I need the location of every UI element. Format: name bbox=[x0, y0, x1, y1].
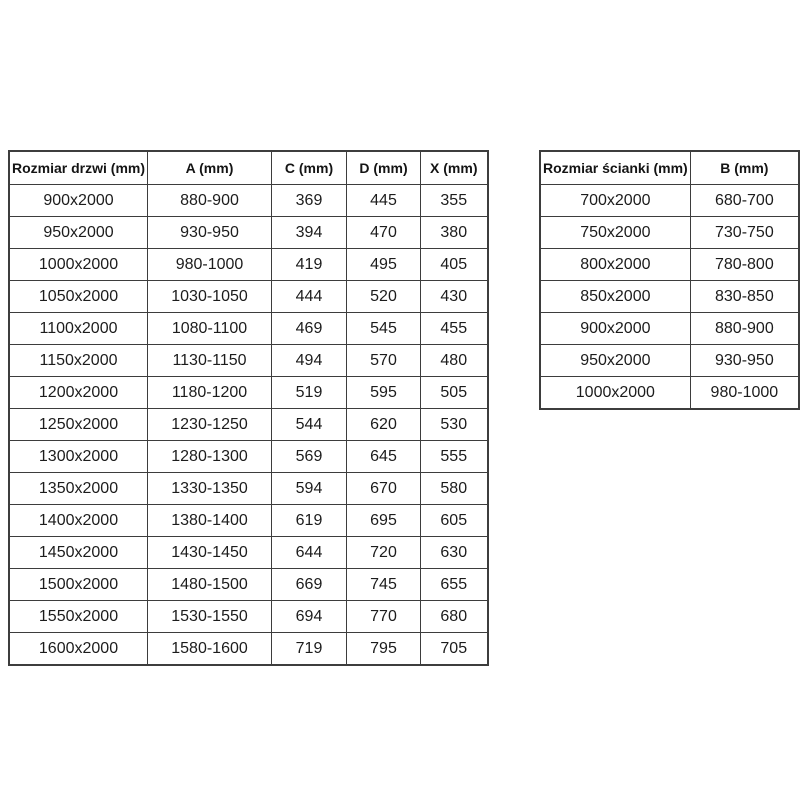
table-cell: 470 bbox=[347, 217, 421, 249]
table-cell: 419 bbox=[272, 249, 347, 281]
table-cell: 1180-1200 bbox=[148, 377, 272, 409]
table-cell: 1080-1100 bbox=[148, 313, 272, 345]
table-cell: 1000x2000 bbox=[540, 377, 690, 410]
header-row bbox=[9, 151, 488, 185]
table-cell: 1480-1500 bbox=[148, 569, 272, 601]
table-cell: 469 bbox=[272, 313, 347, 345]
table-cell: 1250x2000 bbox=[9, 409, 148, 441]
table-cell: 680 bbox=[421, 601, 488, 633]
table-cell: 455 bbox=[421, 313, 488, 345]
table-cell: 694 bbox=[272, 601, 347, 633]
table-row bbox=[9, 409, 488, 441]
column-header: C (mm) bbox=[272, 151, 347, 185]
table-cell: 770 bbox=[347, 601, 421, 633]
table-cell: 719 bbox=[272, 633, 347, 666]
table-cell: 520 bbox=[347, 281, 421, 313]
table-cell: 369 bbox=[272, 185, 347, 217]
table-cell: 1300x2000 bbox=[9, 441, 148, 473]
table-cell: 669 bbox=[272, 569, 347, 601]
table-row bbox=[9, 569, 488, 601]
column-header: Rozmiar ścianki (mm) bbox=[540, 151, 690, 185]
table-cell: 695 bbox=[347, 505, 421, 537]
table-cell: 555 bbox=[421, 441, 488, 473]
table-cell: 530 bbox=[421, 409, 488, 441]
table-cell: 605 bbox=[421, 505, 488, 537]
table-cell: 1050x2000 bbox=[9, 281, 148, 313]
table-cell: 630 bbox=[421, 537, 488, 569]
table-cell: 1230-1250 bbox=[148, 409, 272, 441]
table-cell: 619 bbox=[272, 505, 347, 537]
table-row bbox=[9, 249, 488, 281]
table-cell: 355 bbox=[421, 185, 488, 217]
column-header: Rozmiar drzwi (mm) bbox=[9, 151, 148, 185]
table-cell: 620 bbox=[347, 409, 421, 441]
table-cell: 1000x2000 bbox=[9, 249, 148, 281]
table-cell: 480 bbox=[421, 345, 488, 377]
table-cell: 670 bbox=[347, 473, 421, 505]
table-cell: 1030-1050 bbox=[148, 281, 272, 313]
table-cell: 730-750 bbox=[690, 217, 799, 249]
table-cell: 495 bbox=[347, 249, 421, 281]
table-cell: 950x2000 bbox=[540, 345, 690, 377]
table-cell: 1200x2000 bbox=[9, 377, 148, 409]
table-cell: 680-700 bbox=[690, 185, 799, 217]
table-row bbox=[540, 249, 799, 281]
table-cell: 980-1000 bbox=[148, 249, 272, 281]
table-cell: 950x2000 bbox=[9, 217, 148, 249]
table-cell: 705 bbox=[421, 633, 488, 666]
table-cell: 750x2000 bbox=[540, 217, 690, 249]
table-cell: 380 bbox=[421, 217, 488, 249]
table-cell: 900x2000 bbox=[540, 313, 690, 345]
table-cell: 880-900 bbox=[148, 185, 272, 217]
table-cell: 700x2000 bbox=[540, 185, 690, 217]
table-cell: 780-800 bbox=[690, 249, 799, 281]
table-cell: 645 bbox=[347, 441, 421, 473]
table-cell: 1280-1300 bbox=[148, 441, 272, 473]
table-cell: 655 bbox=[421, 569, 488, 601]
table-cell: 430 bbox=[421, 281, 488, 313]
table-row bbox=[9, 217, 488, 249]
table-row bbox=[9, 185, 488, 217]
table-row bbox=[9, 441, 488, 473]
table-cell: 1400x2000 bbox=[9, 505, 148, 537]
table-cell: 980-1000 bbox=[690, 377, 799, 410]
table-cell: 800x2000 bbox=[540, 249, 690, 281]
table-row bbox=[9, 345, 488, 377]
table-cell: 1380-1400 bbox=[148, 505, 272, 537]
table-row bbox=[9, 281, 488, 313]
table-cell: 745 bbox=[347, 569, 421, 601]
table-row bbox=[540, 313, 799, 345]
table-cell: 1100x2000 bbox=[9, 313, 148, 345]
column-header: X (mm) bbox=[421, 151, 488, 185]
table-row bbox=[9, 377, 488, 409]
table-cell: 644 bbox=[272, 537, 347, 569]
table-row bbox=[9, 505, 488, 537]
header-row bbox=[540, 151, 799, 185]
table-cell: 445 bbox=[347, 185, 421, 217]
table-cell: 1530-1550 bbox=[148, 601, 272, 633]
table-cell: 570 bbox=[347, 345, 421, 377]
table-cell: 1130-1150 bbox=[148, 345, 272, 377]
table-row bbox=[540, 185, 799, 217]
table-row bbox=[540, 217, 799, 249]
table-cell: 880-900 bbox=[690, 313, 799, 345]
table-cell: 405 bbox=[421, 249, 488, 281]
table-cell: 545 bbox=[347, 313, 421, 345]
table-cell: 1430-1450 bbox=[148, 537, 272, 569]
table-cell: 900x2000 bbox=[9, 185, 148, 217]
table-row bbox=[540, 377, 799, 410]
table-cell: 569 bbox=[272, 441, 347, 473]
column-header: D (mm) bbox=[347, 151, 421, 185]
table-cell: 1500x2000 bbox=[9, 569, 148, 601]
table-cell: 830-850 bbox=[690, 281, 799, 313]
table-cell: 720 bbox=[347, 537, 421, 569]
table-cell: 580 bbox=[421, 473, 488, 505]
table-cell: 1580-1600 bbox=[148, 633, 272, 666]
table-cell: 594 bbox=[272, 473, 347, 505]
table-row bbox=[9, 537, 488, 569]
table-cell: 930-950 bbox=[690, 345, 799, 377]
table-cell: 850x2000 bbox=[540, 281, 690, 313]
table-cell: 394 bbox=[272, 217, 347, 249]
table-cell: 444 bbox=[272, 281, 347, 313]
table-cell: 1150x2000 bbox=[9, 345, 148, 377]
wall-sizes-table bbox=[539, 150, 800, 410]
door-sizes-table bbox=[8, 150, 489, 666]
table-cell: 1550x2000 bbox=[9, 601, 148, 633]
table-row bbox=[9, 601, 488, 633]
table-row bbox=[9, 473, 488, 505]
table-cell: 1350x2000 bbox=[9, 473, 148, 505]
table-cell: 1330-1350 bbox=[148, 473, 272, 505]
table-cell: 595 bbox=[347, 377, 421, 409]
table-row bbox=[540, 281, 799, 313]
table-row bbox=[9, 313, 488, 345]
table-cell: 519 bbox=[272, 377, 347, 409]
table-cell: 505 bbox=[421, 377, 488, 409]
table-cell: 1600x2000 bbox=[9, 633, 148, 666]
table-cell: 930-950 bbox=[148, 217, 272, 249]
table-row bbox=[540, 345, 799, 377]
table-cell: 494 bbox=[272, 345, 347, 377]
table-row bbox=[9, 633, 488, 666]
table-cell: 544 bbox=[272, 409, 347, 441]
column-header: A (mm) bbox=[148, 151, 272, 185]
column-header: B (mm) bbox=[690, 151, 799, 185]
table-cell: 795 bbox=[347, 633, 421, 666]
table-cell: 1450x2000 bbox=[9, 537, 148, 569]
